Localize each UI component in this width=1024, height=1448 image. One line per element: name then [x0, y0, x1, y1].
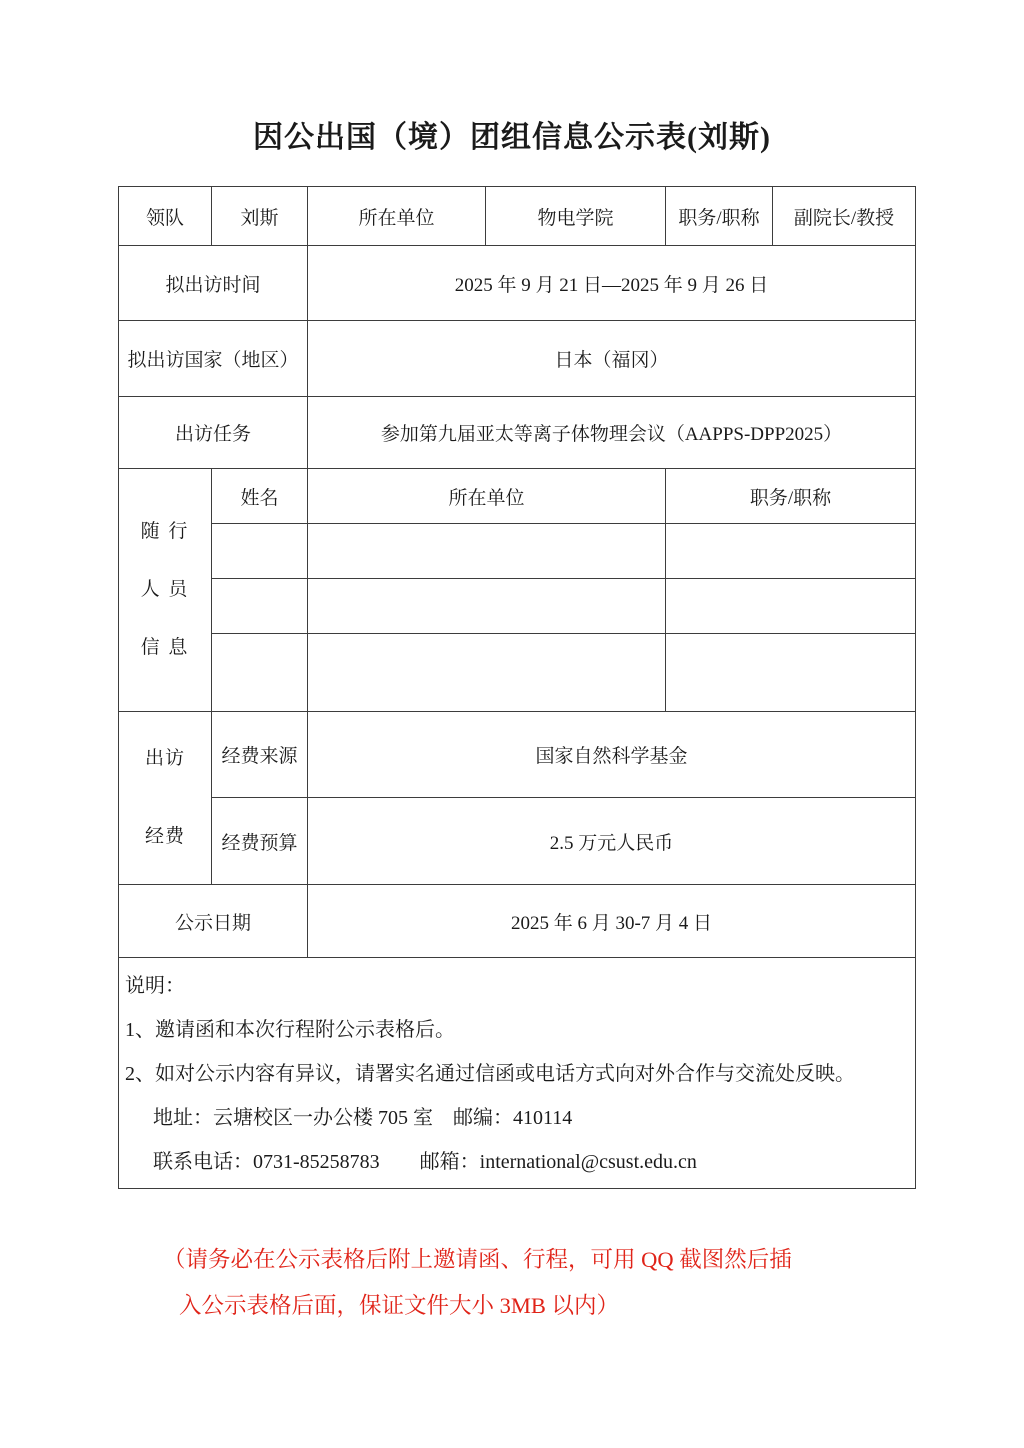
leader-position-cell: 副院长/教授: [773, 187, 916, 246]
companions-label: [119, 503, 211, 677]
leader-unit-cell: 物电学院: [486, 187, 666, 246]
companions-header-name: 姓名: [212, 469, 308, 524]
companion-unit-cell: [308, 579, 666, 634]
funding-label-line: 出访: [144, 748, 185, 769]
publicity-value-cell: 2025 年 6 月 30-7 月 4 日: [308, 885, 916, 958]
red-footnote-line: 入公示表格后面，保证文件大小 3MB 以内）: [179, 1293, 620, 1318]
companion-position-cell: [666, 634, 916, 712]
time-value-cell: 2025 年 9 月 21 日—2025 年 9 月 26 日: [308, 246, 916, 321]
funding-source-row: [119, 712, 916, 798]
leader-unit-label-cell: 所在单位: [308, 187, 486, 246]
task-row: [119, 397, 916, 469]
companions-header-unit: 所在单位: [308, 469, 666, 524]
funding-budget-row: [119, 798, 916, 885]
notes-row: [119, 958, 916, 1189]
companion-row: [119, 524, 916, 579]
red-footnote: [163, 1237, 923, 1329]
companion-unit-cell: [308, 524, 666, 579]
notes-line-contact: 联系电话：0731-85258783 邮箱：international@csust.edu.cn: [153, 1151, 697, 1173]
page-title: 因公出国（境）团组信息公示表(刘斯): [253, 121, 771, 154]
notes-line-address: 地址：云塘校区一办公楼 705 室 邮编：410114: [153, 1107, 573, 1129]
country-label-cell: 拟出访国家（地区）: [119, 321, 308, 397]
notes-heading: 说明：: [125, 975, 185, 997]
companion-unit-cell: [308, 634, 666, 712]
time-row: [119, 246, 916, 321]
funding-source-label-cell: 经费来源: [212, 712, 308, 798]
notes-line: 1、邀请函和本次行程附公示表格后。: [125, 1019, 455, 1041]
time-label-cell: 拟出访时间: [119, 246, 308, 321]
form-table: [118, 186, 916, 1189]
companion-row: [119, 579, 916, 634]
leader-position-label-cell: 职务/职称: [666, 187, 773, 246]
leader-row: [119, 187, 916, 246]
funding-label-line: 经费: [144, 826, 185, 847]
companions-header-row: [119, 469, 916, 524]
red-footnote-line: （请务必在公示表格后附上邀请函、行程，可用 QQ 截图然后插: [163, 1247, 792, 1272]
companions-label-line: 随 行: [140, 521, 190, 542]
companion-name-cell: [212, 524, 308, 579]
companion-name-cell: [212, 579, 308, 634]
companions-label-line: 人 员: [140, 579, 190, 600]
leader-label-cell: 领队: [119, 187, 212, 246]
companions-label-line: 信 息: [140, 637, 190, 658]
country-row: [119, 321, 916, 397]
companion-position-cell: [666, 524, 916, 579]
task-value-cell: 参加第九届亚太等离子体物理会议（AAPPS-DPP2025）: [308, 397, 916, 469]
companion-row: [119, 634, 916, 712]
companions-label-cell: [119, 469, 212, 712]
funding-source-value-cell: 国家自然科学基金: [308, 712, 916, 798]
leader-name-cell: 刘斯: [212, 187, 308, 246]
publicity-row: [119, 885, 916, 958]
funding-budget-value-cell: 2.5 万元人民币: [308, 798, 916, 885]
funding-label: [119, 720, 211, 876]
companion-position-cell: [666, 579, 916, 634]
notes-line: 2、如对公示内容有异议，请署实名通过信函或电话方式向对外合作与交流处反映。: [125, 1063, 855, 1085]
country-value-cell: 日本（福冈）: [308, 321, 916, 397]
notes-cell: [119, 958, 916, 1189]
task-label-cell: 出访任务: [119, 397, 308, 469]
funding-label-cell: [119, 712, 212, 885]
funding-budget-label-cell: 经费预算: [212, 798, 308, 885]
companions-header-position: 职务/职称: [666, 469, 916, 524]
publicity-label-cell: 公示日期: [119, 885, 308, 958]
companion-name-cell: [212, 634, 308, 712]
